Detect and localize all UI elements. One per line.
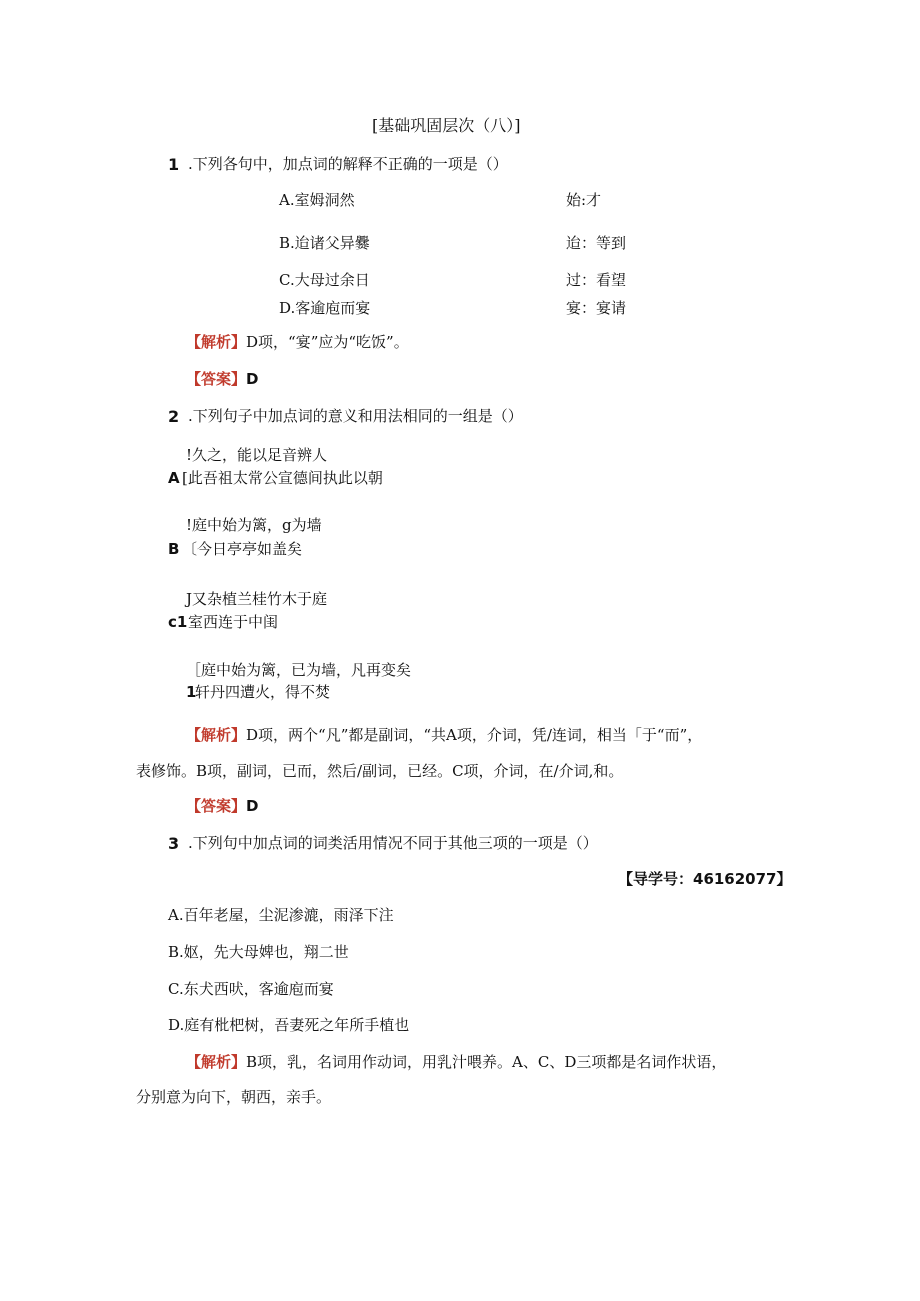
- analysis-text: B项，乳，名词用作动词，用乳汁喂养。A、C、D三项都是名词作状语，: [246, 1053, 727, 1071]
- q2-group-b-line1: !庭中始为篱，g为墙: [186, 516, 322, 534]
- q2-group-c-line2: 室西连于中闺: [188, 613, 279, 631]
- q2-group-d-label: 1: [186, 683, 197, 701]
- q1-gloss-b: 迨：等到: [566, 234, 627, 252]
- q2-group-c-label: c1: [168, 613, 188, 631]
- q3-option-a: A.百年老屋，尘泥渗漉，雨泽下注: [168, 906, 394, 924]
- answer-text: D: [246, 370, 259, 388]
- q1-option-b: B.迨诸父异爨: [279, 234, 370, 252]
- q1-analysis: [186, 333, 409, 351]
- analysis-tag: 【解析】: [186, 726, 247, 744]
- q3-option-d: D.庭有枇杷树，吾妻死之年所手植也: [168, 1016, 410, 1034]
- q1-gloss-d: 宴：宴请: [566, 299, 627, 317]
- q2-group-d-line2: 轩丹四遭火，得不焚: [195, 683, 331, 701]
- q1-gloss-c: 过：看望: [566, 271, 627, 289]
- q2-analysis-line1: [186, 726, 702, 744]
- q2-group-a-label: A: [168, 469, 180, 487]
- analysis-tag: 【解析】: [186, 333, 247, 351]
- q1-gloss-a: 始:才: [566, 191, 602, 209]
- q2-group-b-line2: 〔今日亭亭如盖矣: [182, 540, 303, 558]
- q3-option-b: B.妪，先大母婢也，翔二世: [168, 943, 349, 961]
- q1-number: 1: [168, 155, 180, 174]
- q1-option-d: D.客逾庖而宴: [279, 299, 371, 317]
- q3-analysis-line2: 分别意为向下，朝西，亲手。: [136, 1088, 332, 1106]
- q2-group-d-line1: ［庭中始为篱，已为墙，凡再变矣: [186, 661, 412, 679]
- q3-number: 3: [168, 834, 180, 853]
- q2-group-a-line1: !久之，能以足音辨人: [186, 446, 328, 464]
- guide-number: 【导学号：46162077】: [618, 870, 792, 888]
- q1-option-a: A.室姆洞然: [279, 191, 355, 209]
- q2-stem: .下列句子中加点词的意义和用法相同的一组是（）: [188, 407, 523, 425]
- q1-option-c: C.大母过余日: [279, 271, 370, 289]
- analysis-text: D项，“宴”应为“吃饭”。: [246, 333, 409, 351]
- q2-group-a-line2: [此吾祖太常公宣德间执此以朝: [182, 469, 383, 487]
- q2-number: 2: [168, 407, 180, 426]
- q3-option-c: C.东犬西吠，客逾庖而宴: [168, 980, 334, 998]
- answer-text: D: [246, 797, 259, 815]
- answer-tag: 【答案】: [186, 797, 247, 815]
- q1-answer: [186, 370, 258, 388]
- q2-answer: [186, 797, 258, 815]
- q2-group-c-line1: J又杂植兰桂竹木于庭: [186, 590, 328, 608]
- q3-stem: .下列句中加点词的词类活用情况不同于其他三项的一项是（）: [188, 834, 598, 852]
- analysis-tag: 【解析】: [186, 1053, 247, 1071]
- q2-analysis-line2: 表修饰。B项，副词，已而，然后/副词，已经。C项，介词，在/介词,和。: [136, 762, 624, 780]
- q2-group-b-label: B: [168, 540, 180, 558]
- analysis-text: D项，两个“凡”都是副词，“共A项，介词，凭/连词，相当「于“而”，: [246, 726, 703, 744]
- q1-stem: .下列各句中，加点词的解释不正确的一项是（）: [188, 155, 508, 173]
- answer-tag: 【答案】: [186, 370, 247, 388]
- q3-analysis-line1: [186, 1053, 726, 1071]
- section-title: [基础巩固层次（八）]: [372, 116, 521, 135]
